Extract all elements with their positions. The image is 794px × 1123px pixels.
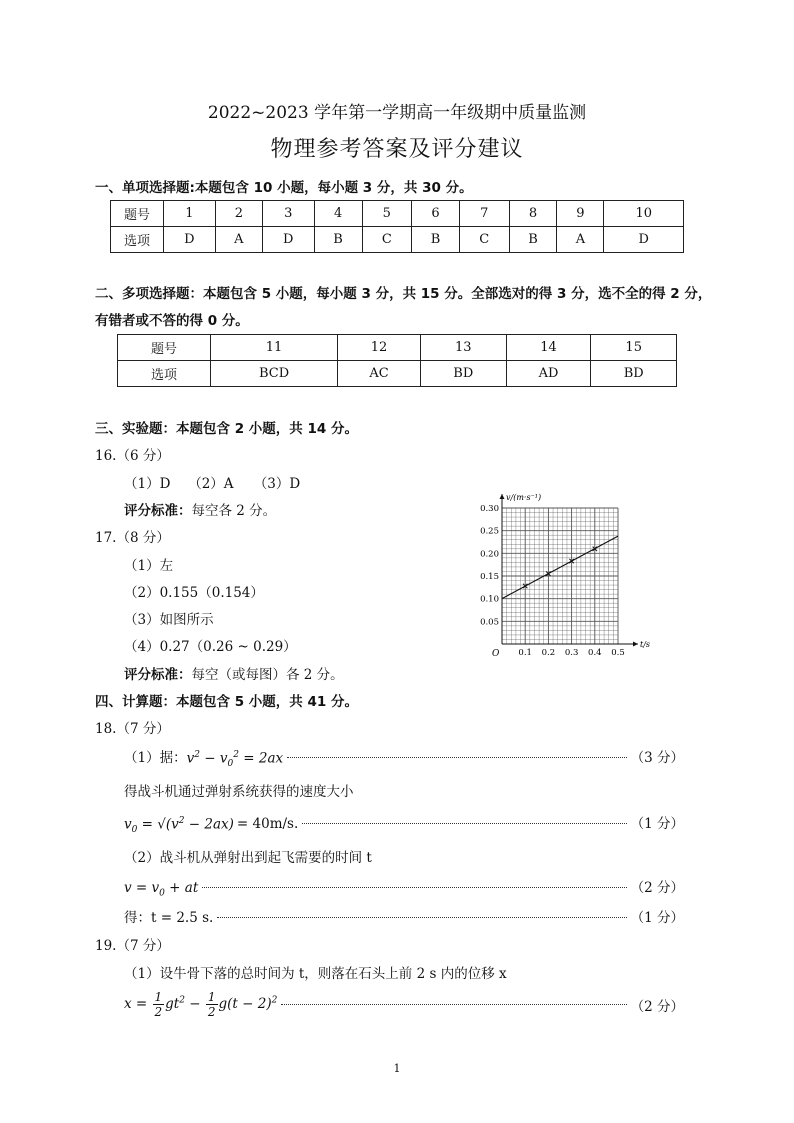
section4-heading: 四、计算题：本题包含 5 小题，共 41 分。 [95, 694, 358, 710]
answer-cell: A [215, 227, 262, 253]
chart-xlabel: t/s [640, 640, 651, 649]
question-number: 4 [314, 201, 362, 227]
x-tick-label: 0.4 [588, 648, 602, 658]
section1-heading: 一、单项选择题:本题包含 10 小题，每小题 3 分，共 30 分。 [95, 180, 473, 196]
formula: $v^2 - v_0^2 = 2ax$ [186, 749, 284, 769]
y-tick-label: 0.05 [480, 617, 499, 628]
question-number: 13 [421, 335, 507, 361]
q16-answers: （1）D （2）A （3）D [124, 476, 301, 492]
page-subtitle: 物理参考答案及评分建议 [270, 137, 524, 162]
answer-cell: BD [421, 361, 507, 387]
q18-text1: 得战斗机通过弹射系统获得的速度大小 [124, 784, 354, 800]
q17-answer-1: （1）左 [124, 558, 174, 574]
velocity-time-chart [470, 488, 670, 658]
answer-cell: BD [591, 361, 677, 387]
answer-cell: BCD [211, 361, 338, 387]
q19-text1: （1）设牛骨下落的总时间为 t，则落在石头上前 2 s 内的位移 x [124, 966, 507, 982]
q18-label: 18.（7 分） [95, 721, 170, 737]
leader-dots [287, 757, 626, 758]
answer-cell: AD [506, 361, 591, 387]
formula: x = $\frac{1}{2}$ $gt^2$ − $\frac{1}{2}$ $g(t - 2)^2$ [124, 990, 278, 1019]
question-number: 3 [262, 201, 314, 227]
q18-step2 [124, 812, 684, 835]
question-number: 7 [459, 201, 509, 227]
x-tick-label: 0.5 [611, 648, 625, 658]
chart-fit-line [502, 536, 618, 599]
answer-cell: B [314, 227, 362, 253]
question-number: 10 [604, 201, 684, 227]
page-title: 2022~2023 学年第一学期高一年级期中质量监测 [207, 103, 587, 123]
row-label: 选项 [118, 361, 211, 387]
score: （2 分） [630, 880, 684, 896]
table-row [111, 227, 684, 253]
q17-label: 17.（8 分） [95, 530, 170, 546]
y-tick-label: 0.25 [480, 526, 499, 537]
table-row [111, 201, 684, 227]
criteria-text: 每空各 2 分。 [191, 503, 277, 519]
question-number: 6 [412, 201, 460, 227]
criteria-text: 每空（或每图）各 2 分。 [191, 667, 344, 683]
page-number: 1 [393, 1062, 401, 1075]
formula-result: = 40m/s. [236, 816, 299, 832]
question-number: 2 [215, 201, 262, 227]
score: （1 分） [630, 816, 684, 832]
q16-criteria [124, 499, 276, 519]
q18-step4 [124, 906, 684, 926]
score: （1 分） [630, 910, 684, 926]
answer-cell: D [164, 227, 216, 253]
question-number: 8 [509, 201, 557, 227]
q19-step1 [124, 990, 684, 1019]
section3-heading: 三、实验题：本题包含 2 小题，共 14 分。 [95, 421, 358, 437]
section2-heading-line1: 二、多项选择题：本题包含 5 小题，每小题 3 分，共 15 分。全部选对的得 3 分，选不全的得 2 分， [95, 286, 712, 302]
question-number: 9 [557, 201, 604, 227]
q18-text2: （2）战斗机从弹射出到起飞需要的时间 t [124, 850, 372, 866]
y-tick-label: 0.10 [480, 594, 499, 605]
q17-criteria [124, 663, 344, 683]
question-number: 5 [362, 201, 412, 227]
q17-answer-3: （3）如图所示 [124, 612, 214, 628]
step-prefix: （1）据： [124, 750, 187, 766]
question-number: 14 [506, 335, 591, 361]
leader-dots [217, 917, 626, 918]
answer-cell: B [509, 227, 557, 253]
y-tick-label: 0.20 [480, 549, 499, 560]
x-axis-arrow [633, 642, 638, 647]
question-number: 15 [591, 335, 677, 361]
q18-step1 [124, 746, 684, 769]
x-tick-label: 0.1 [518, 648, 532, 658]
answer-cell: D [262, 227, 314, 253]
score: （3 分） [630, 750, 684, 766]
x-tick-label: 0.3 [564, 648, 579, 658]
table-row [118, 335, 677, 361]
leader-dots [302, 823, 626, 824]
q16-label: 16.（6 分） [95, 448, 170, 464]
chart-origin-label: O [492, 649, 500, 658]
row-label: 选项 [111, 227, 164, 253]
formula: $v = v_0$ + at [124, 880, 199, 899]
question-number: 11 [211, 335, 338, 361]
section2-heading-line2: 有错者或不答的得 0 分。 [95, 313, 249, 329]
formula: $v_0 = √(v^2 - 2ax)$ [124, 815, 234, 835]
answer-cell: AC [338, 361, 421, 387]
y-tick-label: 0.30 [480, 504, 499, 514]
answer-cell: C [459, 227, 509, 253]
question-number: 1 [164, 201, 216, 227]
table-row [118, 361, 677, 387]
criteria-label: 评分标准： [124, 667, 192, 683]
x-tick-label: 0.2 [541, 648, 556, 658]
leader-dots [281, 1004, 626, 1005]
answer-cell: A [557, 227, 604, 253]
q19-label: 19.（7 分） [95, 938, 170, 954]
section2-answer-table [117, 334, 677, 387]
question-number: 12 [338, 335, 421, 361]
row-label: 题号 [111, 201, 164, 227]
chart-grid-major [502, 508, 618, 644]
q17-answer-4: （4）0.27（0.26 ~ 0.29） [124, 639, 297, 655]
chart-ylabel: v/(m·s⁻¹) [506, 493, 542, 502]
row-label: 题号 [118, 335, 211, 361]
leader-dots [202, 887, 626, 888]
section1-answer-table [110, 200, 684, 253]
fit-line [502, 536, 618, 599]
q17-answer-2: （2）0.155（0.154） [124, 585, 264, 601]
q18-step3 [124, 876, 684, 899]
answer-cell: B [412, 227, 460, 253]
criteria-label: 评分标准： [124, 503, 192, 519]
answer-cell: D [604, 227, 684, 253]
step-text: 得：t = 2.5 s. [124, 910, 214, 926]
y-tick-label: 0.15 [480, 572, 499, 582]
y-axis-arrow [500, 494, 505, 499]
chart-axes [500, 494, 639, 647]
score: （2 分） [630, 998, 684, 1015]
answer-cell: C [362, 227, 412, 253]
